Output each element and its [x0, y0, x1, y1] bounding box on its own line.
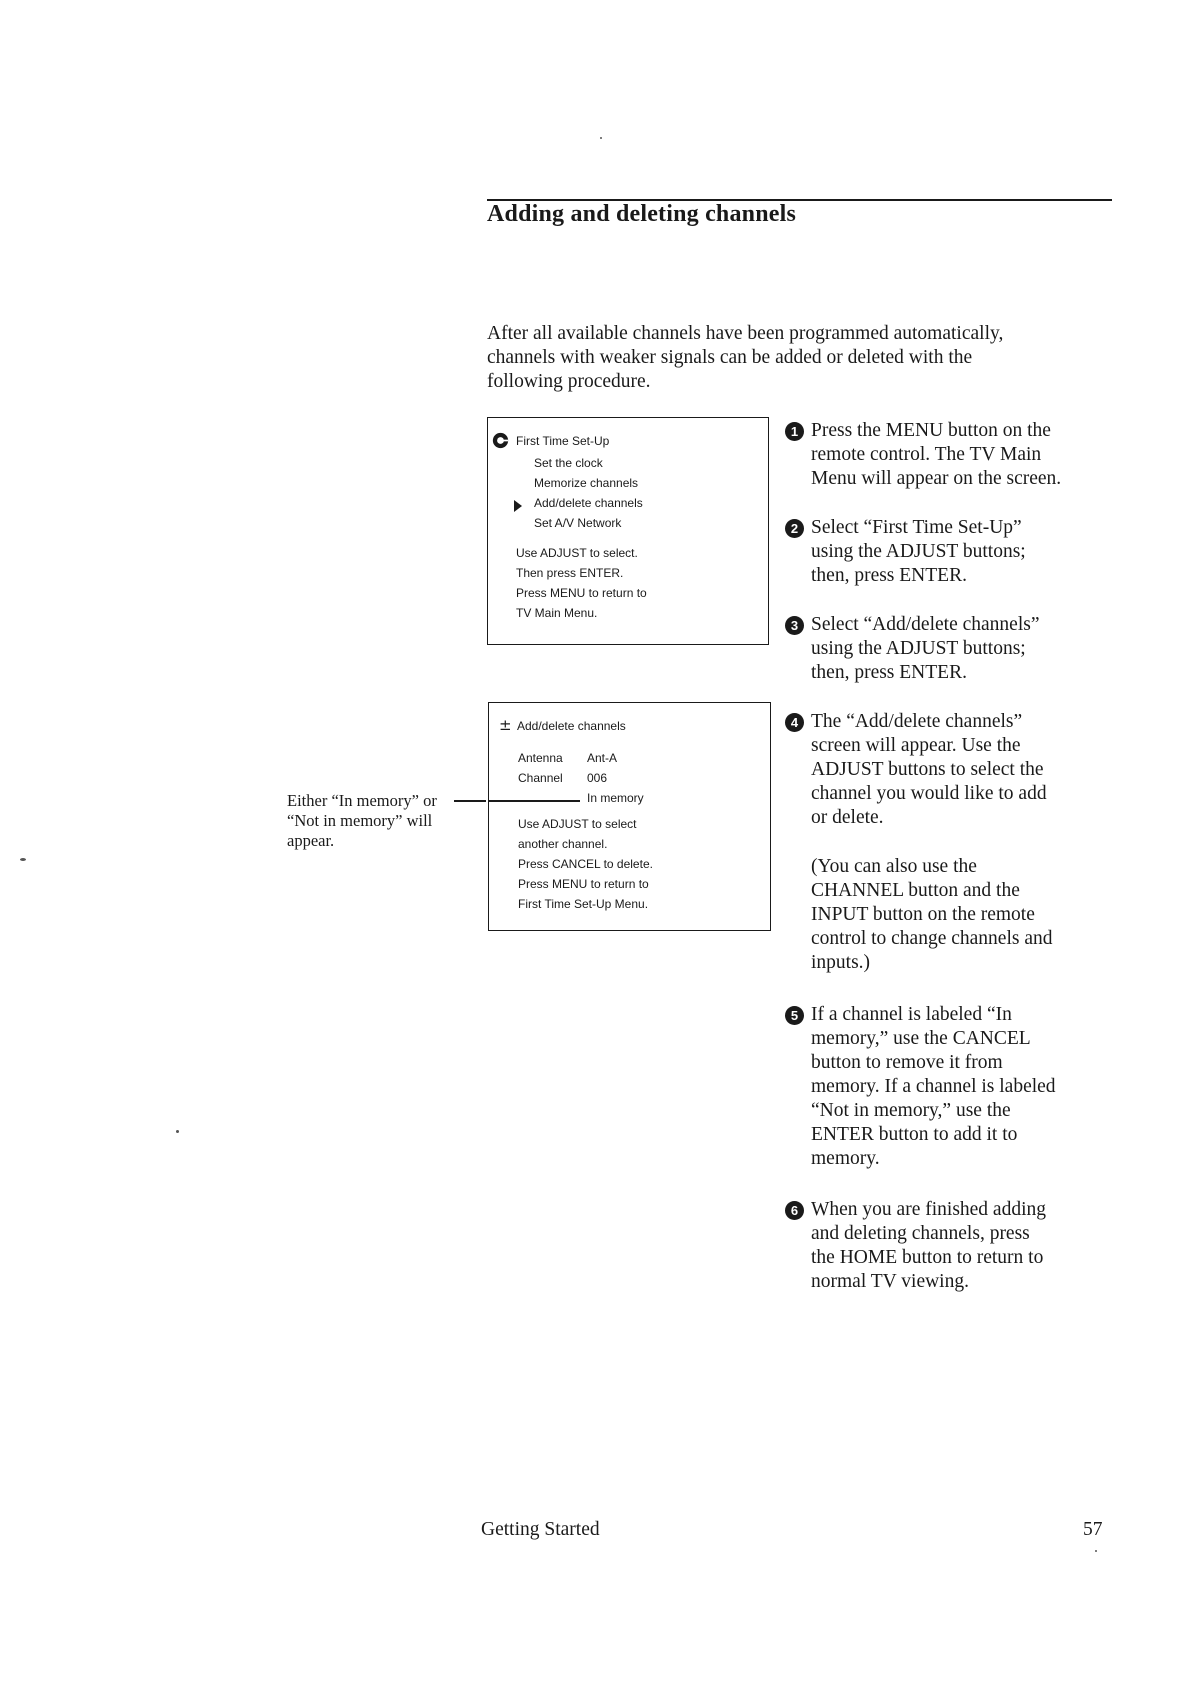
help-text: Then press ENTER. — [516, 566, 624, 580]
step-2 — [785, 516, 1115, 588]
step-number-icon: 5 — [785, 1006, 804, 1025]
scan-speck — [20, 858, 26, 861]
step-line: normal TV viewing. — [811, 1271, 969, 1292]
step-line: “Not in memory,” use the — [811, 1100, 1011, 1121]
step-line: Select “First Time Set-Up” — [811, 517, 1022, 538]
step-number-icon: 3 — [785, 616, 804, 635]
page-title: Adding and deleting channels — [487, 201, 797, 227]
step-line: then, press ENTER. — [811, 565, 967, 586]
step-line: The “Add/delete channels” — [811, 711, 1023, 732]
step-note-line: inputs.) — [811, 952, 871, 973]
screen-heading: Add/delete channels — [517, 719, 626, 733]
channel-label: Channel — [518, 771, 563, 785]
menu-item-add-delete-channels: Add/delete channels — [534, 496, 643, 510]
scan-speck — [600, 137, 602, 139]
step-line: channel you would like to add — [811, 783, 1047, 804]
step-number-icon: 1 — [785, 422, 804, 441]
intro-line: following procedure. — [487, 371, 651, 392]
step-line: remote control. The TV Main — [811, 444, 1042, 465]
screen-heading: First Time Set-Up — [516, 434, 610, 448]
help-text: TV Main Menu. — [516, 606, 598, 620]
step-note-line: INPUT button on the remote — [811, 904, 1035, 925]
intro-line: channels with weaker signals can be added or deleted with the — [487, 347, 973, 368]
scan-speck — [1095, 1550, 1097, 1552]
step-line: using the ADJUST buttons; — [811, 638, 1026, 659]
callout-leader-line — [489, 800, 580, 802]
callout-line: appear. — [287, 831, 335, 850]
step-number-icon: 2 — [785, 519, 804, 538]
memory-status: In memory — [587, 791, 644, 805]
step-line: memory. If a channel is labeled — [811, 1076, 1056, 1097]
help-text: another channel. — [518, 837, 608, 851]
step-line: button to remove it from — [811, 1052, 1003, 1073]
step-line: using the ADJUST buttons; — [811, 541, 1026, 562]
intro-line: After all available channels have been programmed automatically, — [487, 323, 1004, 344]
step-4 — [785, 710, 1115, 975]
help-text: Use ADJUST to select — [518, 817, 637, 831]
step-5 — [785, 1003, 1115, 1171]
callout-line: “Not in memory” will — [287, 811, 433, 830]
step-line: If a channel is labeled “In — [811, 1004, 1012, 1025]
step-1 — [785, 419, 1115, 491]
help-text: Press CANCEL to delete. — [518, 857, 653, 871]
add-delete-channels-screen — [488, 702, 771, 931]
setup-menu-icon — [492, 432, 509, 449]
step-line: Select “Add/delete channels” — [811, 614, 1040, 635]
menu-item-memorize-channels: Memorize channels — [534, 476, 639, 490]
step-line: ADJUST buttons to select the — [811, 759, 1044, 780]
footer-section-name: Getting Started — [481, 1519, 600, 1540]
first-time-setup-screen — [487, 417, 769, 645]
step-note-line: CHANNEL button and the — [811, 880, 1020, 901]
step-line: and deleting channels, press — [811, 1223, 1030, 1244]
callout-line: Either “In memory” or — [287, 791, 437, 810]
antenna-value: Ant-A — [587, 751, 618, 765]
step-note-line: control to change channels and — [811, 928, 1053, 949]
step-line: or delete. — [811, 807, 884, 828]
step-note-line: (You can also use the — [811, 856, 977, 877]
memory-status-callout — [287, 791, 462, 851]
step-line: Menu will appear on the screen. — [811, 468, 1062, 489]
step-line: When you are finished adding — [811, 1199, 1047, 1220]
help-text: Use ADJUST to select. — [516, 546, 638, 560]
step-line: memory. — [811, 1148, 880, 1169]
selection-arrow-icon — [514, 500, 522, 512]
channel-value: 006 — [587, 771, 608, 785]
antenna-label: Antenna — [518, 751, 563, 765]
help-text: First Time Set-Up Menu. — [518, 897, 649, 911]
plus-minus-icon: ± — [499, 716, 512, 734]
menu-item-set-clock: Set the clock — [534, 456, 603, 470]
step-3 — [785, 613, 1115, 685]
step-line: the HOME button to return to — [811, 1247, 1044, 1268]
menu-item-set-av-network: Set A/V Network — [534, 516, 622, 530]
scan-speck — [176, 1130, 179, 1133]
step-line: ENTER button to add it to — [811, 1124, 1018, 1145]
help-text: Press MENU to return to — [516, 586, 647, 600]
page-number: 57 — [1083, 1519, 1103, 1540]
step-line: Press the MENU button on the — [811, 420, 1051, 441]
step-line: then, press ENTER. — [811, 662, 967, 683]
step-number-icon: 4 — [785, 713, 804, 732]
step-6 — [785, 1198, 1115, 1294]
intro-paragraph — [487, 322, 1112, 394]
step-line: memory,” use the CANCEL — [811, 1028, 1031, 1049]
step-line: screen will appear. Use the — [811, 735, 1021, 756]
step-number-icon: 6 — [785, 1201, 804, 1220]
help-text: Press MENU to return to — [518, 877, 649, 891]
